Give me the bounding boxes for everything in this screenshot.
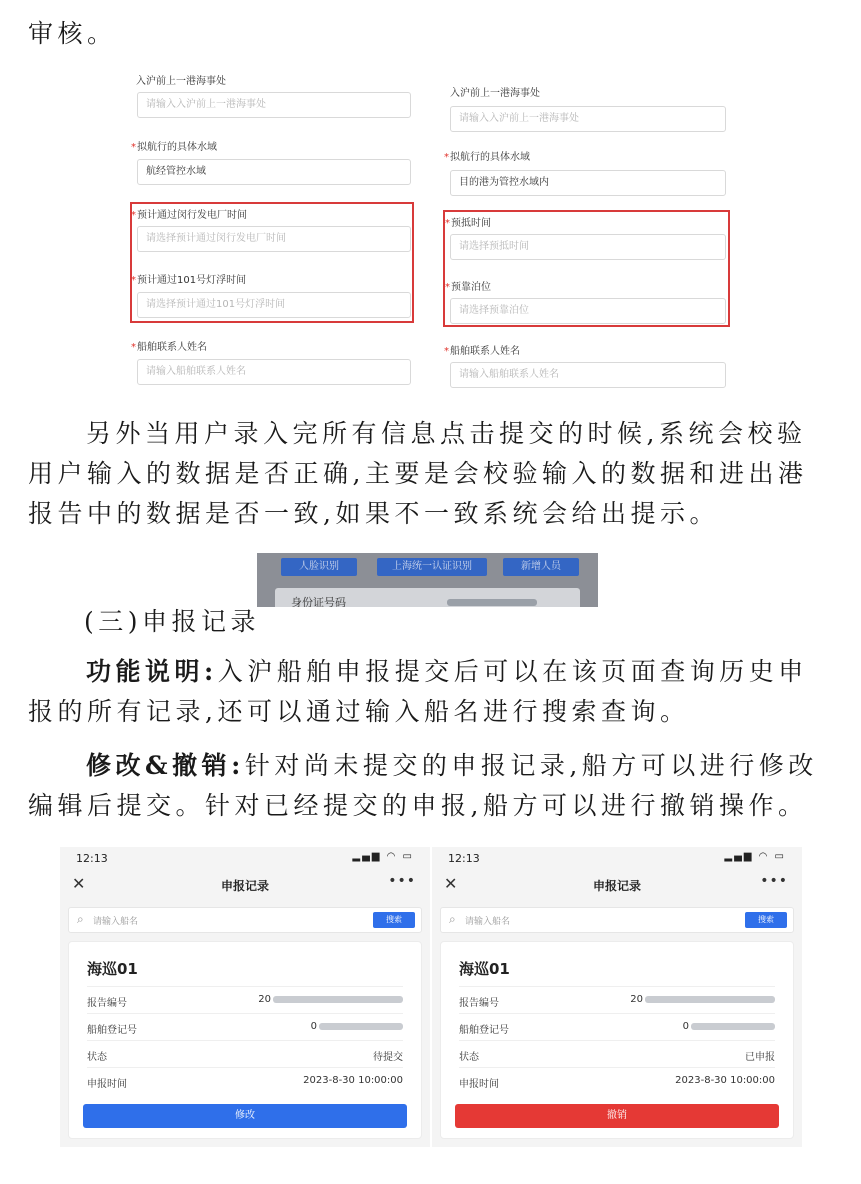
modify-paragraph bbox=[28, 746, 833, 826]
last-port-office-input[interactable]: 请输入入沪前上一港海事处 bbox=[137, 92, 411, 118]
last-port-office-input[interactable]: 请输入入沪前上一港海事处 bbox=[450, 106, 726, 132]
phone-screenshot-submitted bbox=[432, 847, 802, 1147]
status-value: 已申报 bbox=[745, 1052, 775, 1063]
row-value: 0 bbox=[683, 1021, 775, 1032]
water-area-input[interactable]: 航经管控水域 bbox=[137, 159, 411, 185]
record-row bbox=[459, 1067, 775, 1094]
field-label: *预计通过101号灯浮时间 bbox=[131, 275, 247, 286]
row-value: 2023-8-30 10:00:00 bbox=[675, 1075, 775, 1086]
field-label: *拟航行的具体水域 bbox=[444, 152, 530, 163]
section-title: (三)申报记录 bbox=[84, 607, 261, 636]
status-value: 待提交 bbox=[373, 1052, 403, 1063]
row-key: 状态 bbox=[87, 1052, 107, 1063]
field-label: 入沪前上一港海事处 bbox=[450, 88, 540, 99]
row-value: 20 bbox=[258, 994, 403, 1005]
function-paragraph bbox=[28, 652, 833, 732]
field-label: *预靠泊位 bbox=[445, 282, 491, 293]
row-key: 状态 bbox=[459, 1052, 479, 1063]
record-card bbox=[68, 941, 422, 1139]
minhang-time-input[interactable]: 请选择预计通过闵行发电厂时间 bbox=[137, 226, 411, 252]
phone-screenshot-pending bbox=[60, 847, 430, 1147]
modify-button[interactable]: 修改 bbox=[83, 1104, 407, 1128]
cancel-button[interactable]: 撤销 bbox=[455, 1104, 779, 1128]
record-row bbox=[87, 1013, 403, 1040]
status-bar bbox=[60, 847, 430, 869]
signal-wifi-battery-icon: ▂▄▆ ◠ ▭ bbox=[352, 851, 414, 862]
search-icon: ⌕ bbox=[77, 912, 84, 926]
more-icon[interactable]: ••• bbox=[388, 873, 416, 889]
add-person-button[interactable]: 新增人员 bbox=[503, 558, 579, 576]
ship-name: 海巡01 bbox=[459, 960, 510, 978]
record-row bbox=[459, 986, 775, 1013]
field-label: *船舶联系人姓名 bbox=[131, 342, 207, 353]
id-field-label: 身份证号码 bbox=[291, 596, 346, 607]
search-bar bbox=[68, 907, 422, 933]
row-value: 0 bbox=[311, 1021, 403, 1032]
row-key: 申报时间 bbox=[459, 1079, 499, 1090]
form-screenshot-left bbox=[128, 66, 418, 388]
row-key: 报告编号 bbox=[459, 998, 499, 1009]
search-bar bbox=[440, 907, 794, 933]
contact-name-input[interactable]: 请输入船舶联系人姓名 bbox=[450, 362, 726, 388]
search-button[interactable]: 搜索 bbox=[745, 912, 787, 928]
record-row bbox=[87, 1067, 403, 1094]
function-text: 入沪船舶申报提交后可以在该页面查询历史申报的所有记录,还可以通过输入船名进行搜索查询。 bbox=[28, 657, 808, 726]
signal-wifi-battery-icon: ▂▄▆ ◠ ▭ bbox=[724, 851, 786, 862]
function-label: 功能说明: bbox=[86, 657, 218, 686]
field-label: 入沪前上一港海事处 bbox=[136, 76, 226, 87]
row-key: 报告编号 bbox=[87, 998, 127, 1009]
search-input[interactable]: 请输入船名 bbox=[93, 917, 139, 927]
water-area-input[interactable]: 目的港为管控水域内 bbox=[450, 170, 726, 196]
field-label: *预抵时间 bbox=[445, 218, 491, 229]
record-row bbox=[459, 1013, 775, 1040]
identity-strip-screenshot bbox=[257, 553, 598, 607]
row-key: 船舶登记号 bbox=[87, 1025, 137, 1036]
face-recognition-button[interactable]: 人脸识别 bbox=[281, 558, 357, 576]
intro-line: 审核。 bbox=[28, 19, 117, 48]
ship-name: 海巡01 bbox=[87, 960, 138, 978]
form-screenshot-right bbox=[440, 78, 735, 390]
search-input[interactable]: 请输入船名 bbox=[465, 917, 511, 927]
record-row bbox=[87, 986, 403, 1013]
row-key: 船舶登记号 bbox=[459, 1025, 509, 1036]
record-card bbox=[440, 941, 794, 1139]
page-title: 申报记录 bbox=[220, 879, 269, 893]
unified-auth-button[interactable]: 上海统一认证识别 bbox=[377, 558, 487, 576]
validation-paragraph: 另外当用户录入完所有信息点击提交的时候,系统会校验用户输入的数据是否正确,主要是会校验输入的数据和进出港报告中的数据是否一致,如果不一致系统会给出提示。 bbox=[28, 419, 808, 528]
nav-bar bbox=[432, 869, 802, 899]
clock: 12:13 bbox=[76, 852, 108, 865]
field-label: *船舶联系人姓名 bbox=[444, 346, 520, 357]
more-icon[interactable]: ••• bbox=[760, 873, 788, 889]
row-value: 2023-8-30 10:00:00 bbox=[303, 1075, 403, 1086]
buoy-101-time-input[interactable]: 请选择预计通过101号灯浮时间 bbox=[137, 292, 411, 318]
row-value: 20 bbox=[630, 994, 775, 1005]
eta-input[interactable]: 请选择预抵时间 bbox=[450, 234, 726, 260]
record-row bbox=[87, 1040, 403, 1067]
modify-text: 针对尚未提交的申报记录,船方可以进行修改编辑后提交。针对已经提交的申报,船方可以进行撤销操作。 bbox=[28, 751, 818, 820]
modify-label: 修改&撤销: bbox=[86, 751, 245, 780]
berth-input[interactable]: 请选择预靠泊位 bbox=[450, 298, 726, 324]
row-key: 申报时间 bbox=[87, 1079, 127, 1090]
status-bar bbox=[432, 847, 802, 869]
close-icon[interactable]: ✕ bbox=[444, 874, 458, 893]
field-label: *拟航行的具体水域 bbox=[131, 142, 217, 153]
contact-name-input[interactable]: 请输入船舶联系人姓名 bbox=[137, 359, 411, 385]
search-button[interactable]: 搜索 bbox=[373, 912, 415, 928]
close-icon[interactable]: ✕ bbox=[72, 874, 86, 893]
field-label: *预计通过闵行发电厂时间 bbox=[131, 210, 247, 221]
record-row bbox=[459, 1040, 775, 1067]
clock: 12:13 bbox=[448, 852, 480, 865]
nav-bar bbox=[60, 869, 430, 899]
search-icon: ⌕ bbox=[449, 912, 456, 926]
page-title: 申报记录 bbox=[592, 879, 641, 893]
